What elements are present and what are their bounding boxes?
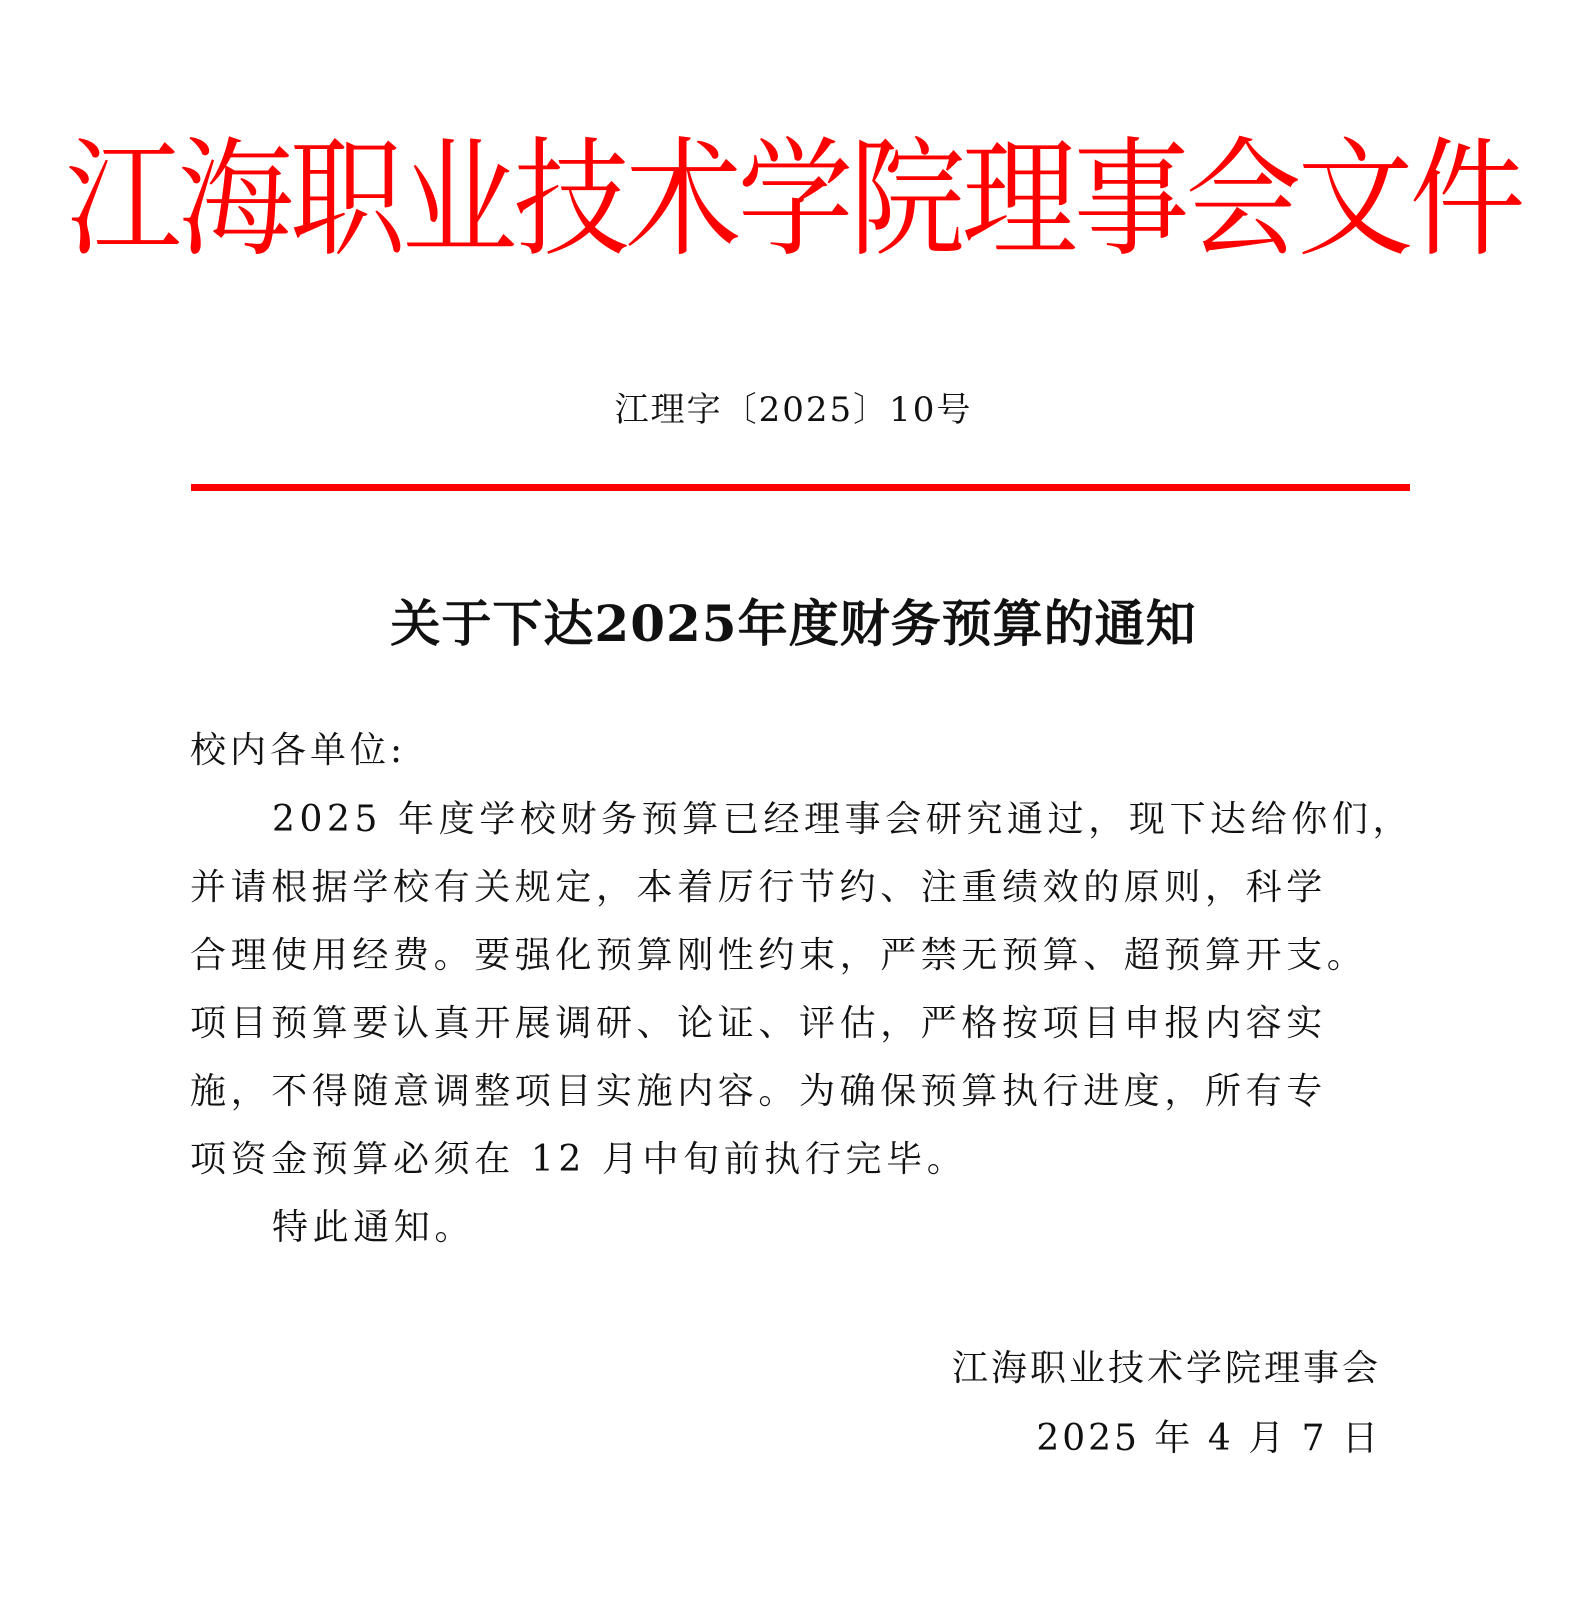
signature-organization: 江海职业技术学院理事会 — [951, 1348, 1381, 1389]
signature-date: 2025 年 4 月 7 日 — [1036, 1418, 1381, 1459]
body-line-5: 施，不得随意调整项目实施内容。为确保预算执行进度，所有专 — [190, 1071, 1327, 1112]
body-line-6: 项资金预算必须在 12 月中旬前执行完毕。 — [190, 1139, 968, 1180]
addressee: 校内各单位: — [190, 730, 407, 771]
body-line-1: 2025 年度学校财务预算已经理事会研究通过，现下达给你们， — [272, 799, 1414, 840]
notice-title: 关于下达2025年度财务预算的通知 — [390, 594, 1197, 653]
body-line-3: 合理使用经费。要强化预算刚性约束，严禁无预算、超预算开支。 — [190, 935, 1368, 976]
body-line-2: 并请根据学校有关规定，本着厉行节约、注重绩效的原则，科学 — [190, 867, 1327, 908]
issuer-title: 江海职业技术学院理事会文件 — [65, 125, 1522, 275]
red-divider-rule — [191, 484, 1410, 491]
closing-remark: 特此通知。 — [272, 1207, 476, 1248]
document-number: 江理字〔2025〕10号 — [614, 390, 973, 430]
body-line-4: 项目预算要认真开展调研、论证、评估，严格按项目申报内容实 — [190, 1003, 1327, 1044]
